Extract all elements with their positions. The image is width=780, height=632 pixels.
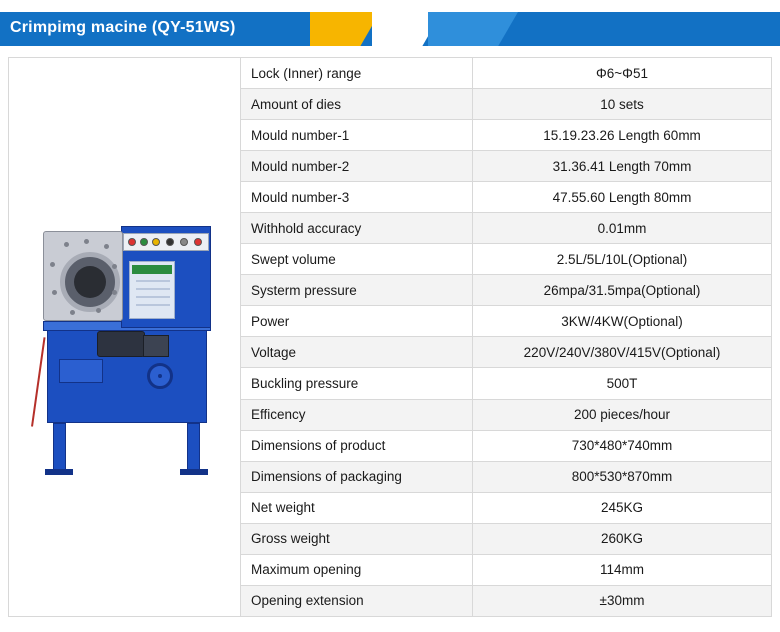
spec-value: 15.19.23.26 Length 60mm	[473, 120, 772, 151]
page-title: Crimpimg macine (QY-51WS)	[10, 19, 236, 36]
specification-table	[240, 57, 772, 617]
spec-label: Voltage	[241, 337, 473, 368]
spec-label: Mould number-3	[241, 182, 473, 213]
spec-value: 47.55.60 Length 80mm	[473, 182, 772, 213]
spec-label: Amount of dies	[241, 89, 473, 120]
content-area	[0, 57, 780, 617]
table-row	[241, 275, 772, 306]
head-bolt	[52, 290, 57, 295]
spec-value: 3KW/4KW(Optional)	[473, 306, 772, 337]
table-row	[241, 430, 772, 461]
spec-label: Systerm pressure	[241, 275, 473, 306]
spec-label: Gross weight	[241, 523, 473, 554]
table-row	[241, 554, 772, 585]
head-bolt	[64, 242, 69, 247]
spec-value: 500T	[473, 368, 772, 399]
spec-label: Buckling pressure	[241, 368, 473, 399]
table-row	[241, 306, 772, 337]
specification-table-body	[241, 58, 772, 617]
spec-label: Dimensions of packaging	[241, 461, 473, 492]
table-row	[241, 492, 772, 523]
panel-button-green	[140, 238, 148, 246]
spec-label: Power	[241, 306, 473, 337]
head-bolt	[50, 262, 55, 267]
panel-button-black	[166, 238, 174, 246]
head-bolt	[70, 310, 75, 315]
machine-crimp-head	[43, 231, 123, 321]
spec-value: 0.01mm	[473, 213, 772, 244]
head-bolt	[112, 264, 117, 269]
product-image-panel	[8, 57, 240, 617]
head-bolt	[84, 239, 89, 244]
spec-label: Maximum opening	[241, 554, 473, 585]
head-bolt	[96, 308, 101, 313]
machine-hydraulic-hose	[31, 337, 103, 434]
spec-label: Swept volume	[241, 244, 473, 275]
table-row	[241, 461, 772, 492]
spec-label: Lock (Inner) range	[241, 58, 473, 89]
machine-foot-right	[180, 469, 208, 475]
table-row	[241, 585, 772, 616]
spec-value: 730*480*740mm	[473, 430, 772, 461]
table-row	[241, 89, 772, 120]
machine-leg-right	[187, 423, 200, 471]
spec-value: 10 sets	[473, 89, 772, 120]
spec-value: Φ6~Φ51	[473, 58, 772, 89]
table-row	[241, 337, 772, 368]
spec-label: Efficency	[241, 399, 473, 430]
machine-digital-readout	[132, 265, 172, 274]
machine-crimp-bore	[74, 266, 106, 298]
panel-button-yellow	[152, 238, 160, 246]
product-image	[37, 223, 217, 493]
table-row	[241, 182, 772, 213]
panel-button-red-2	[194, 238, 202, 246]
panel-button-red	[128, 238, 136, 246]
display-line-4	[136, 304, 170, 306]
spec-value: 800*530*870mm	[473, 461, 772, 492]
display-line-3	[136, 296, 170, 298]
machine-motor	[97, 331, 145, 357]
spec-value: 260KG	[473, 523, 772, 554]
machine-handwheel	[147, 363, 173, 389]
page-header	[0, 0, 780, 57]
table-row	[241, 151, 772, 182]
spec-value: ±30mm	[473, 585, 772, 616]
panel-button-grey	[180, 238, 188, 246]
table-row	[241, 213, 772, 244]
table-row	[241, 120, 772, 151]
display-line-2	[136, 288, 170, 290]
spec-label: Opening extension	[241, 585, 473, 616]
head-bolt	[112, 290, 117, 295]
table-row	[241, 368, 772, 399]
table-row	[241, 58, 772, 89]
spec-label: Mould number-1	[241, 120, 473, 151]
spec-label: Dimensions of product	[241, 430, 473, 461]
machine-foot-left	[45, 469, 73, 475]
table-row	[241, 244, 772, 275]
spec-value: 220V/240V/380V/415V(Optional)	[473, 337, 772, 368]
head-bolt	[104, 244, 109, 249]
table-row	[241, 523, 772, 554]
spec-label: Net weight	[241, 492, 473, 523]
spec-label: Mould number-2	[241, 151, 473, 182]
machine-pump	[143, 335, 169, 357]
table-row	[241, 399, 772, 430]
spec-value: 31.36.41 Length 70mm	[473, 151, 772, 182]
spec-label: Withhold accuracy	[241, 213, 473, 244]
spec-value: 245KG	[473, 492, 772, 523]
display-line-1	[136, 280, 170, 282]
machine-control-panel	[123, 233, 209, 251]
spec-value: 114mm	[473, 554, 772, 585]
spec-value: 26mpa/31.5mpa(Optional)	[473, 275, 772, 306]
spec-value: 2.5L/5L/10L(Optional)	[473, 244, 772, 275]
spec-value: 200 pieces/hour	[473, 399, 772, 430]
